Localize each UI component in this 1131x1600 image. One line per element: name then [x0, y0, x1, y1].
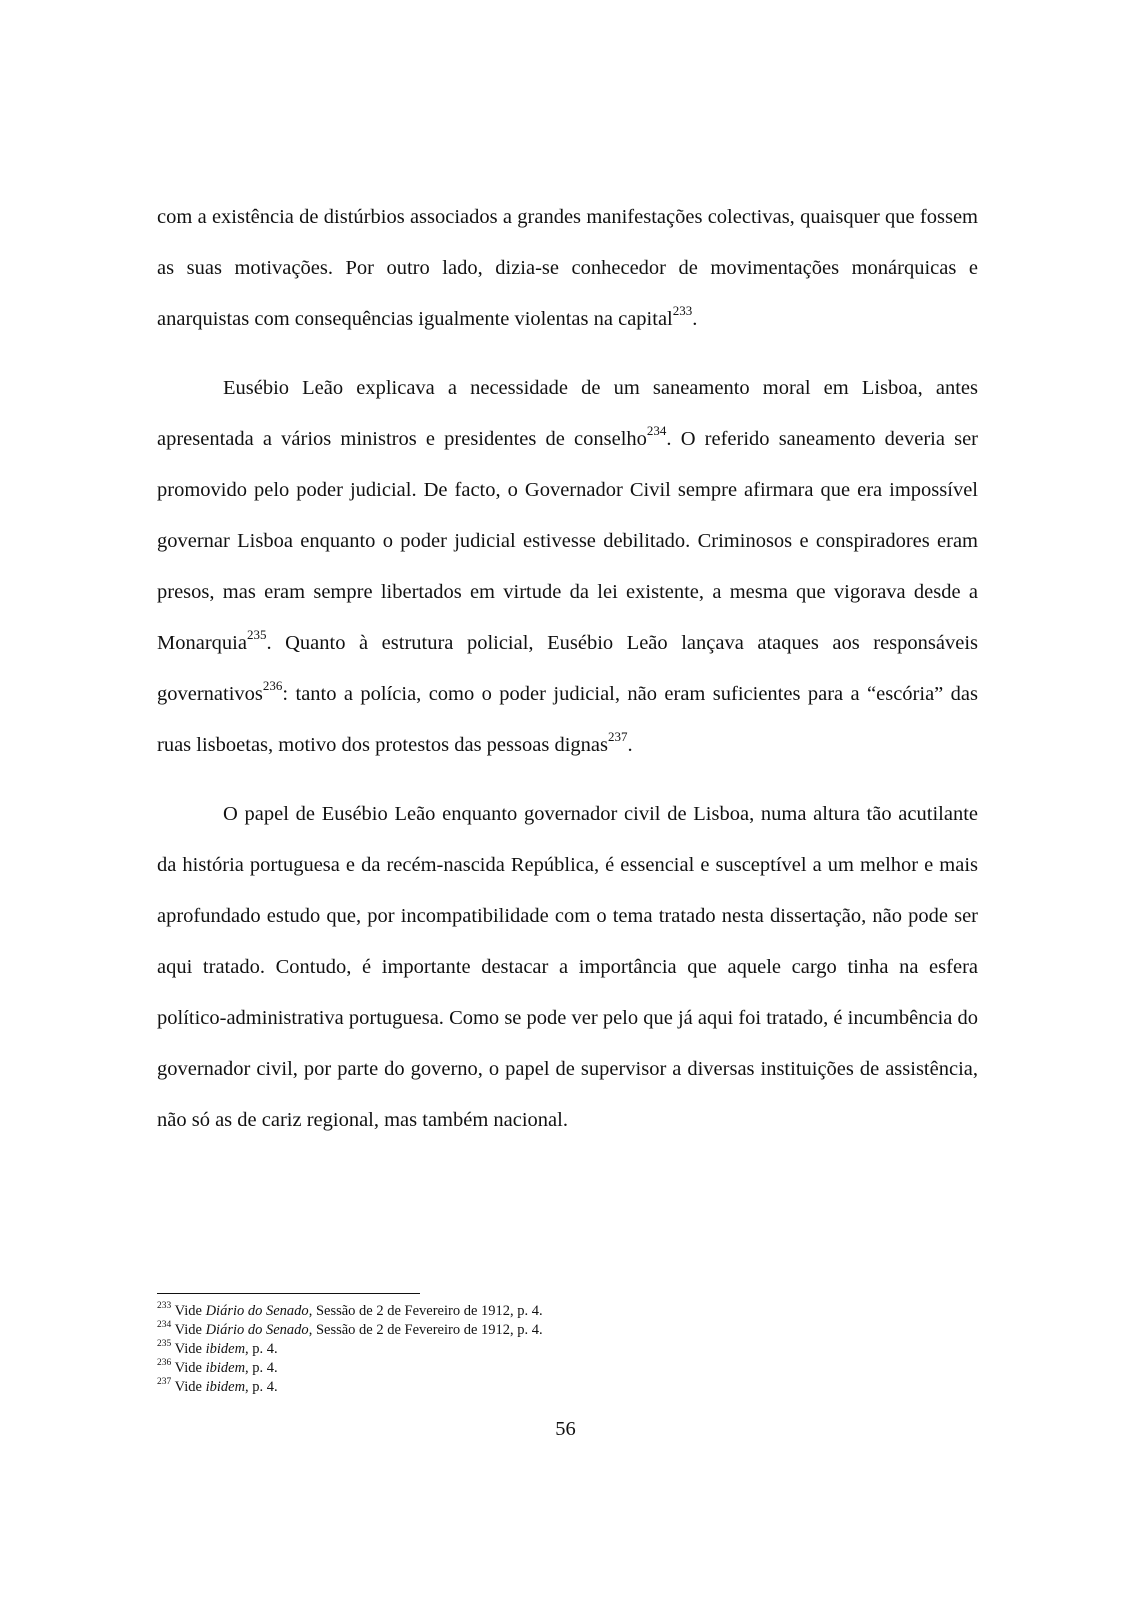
footnote-prefix: Vide [174, 1322, 206, 1338]
paragraph-text: Eusébio Leão explicava a necessidade de um saneamento moral em Lisboa, antes apresentada a vários ministros e presidentes de conselho [157, 377, 978, 450]
footnote-detail: , Sessão de 2 de Fevereiro de 1912, p. 4. [308, 1322, 543, 1338]
footnote [157, 1340, 978, 1359]
footnote-prefix: Vide [174, 1379, 206, 1395]
paragraph-text: . Quanto à estrutura policial, Eusébio Leão lançava ataques aos responsáveis governativos [157, 632, 978, 705]
footnote-reference[interactable]: 237 [607, 729, 628, 745]
footnote [157, 1302, 978, 1321]
paragraph [157, 789, 978, 1146]
footnote-number: 233 [157, 1301, 172, 1312]
paragraph-text: com a existência de distúrbios associados a grandes manifestações colectivas, quaisquer que fossem as suas motivações. Por outro lado, dizia-se conhecedor de movimentações monárquicas e anarquistas com consequências igualmente violentas na capital [157, 206, 978, 330]
footnotes [157, 1302, 978, 1397]
paragraph-text: . [692, 308, 698, 330]
footnote-detail: , Sessão de 2 de Fevereiro de 1912, p. 4. [308, 1303, 543, 1319]
footnote-reference[interactable]: 233 [672, 303, 693, 319]
footnote-detail: , p. 4. [245, 1379, 278, 1395]
paragraph-text: . O referido saneamento deveria ser promovido pelo poder judicial. De facto, o Governador Civil sempre afirmara que era impossível governar Lisboa enquanto o poder judicial estivesse debilitado. Criminosos e conspiradores eram presos, mas eram sempre libertados em virtude da lei existente, a mesma que vigorava desde a Monarquia [157, 428, 979, 654]
footnote-number: 234 [157, 1320, 172, 1331]
footnote [157, 1378, 978, 1397]
footnote-number: 236 [157, 1358, 172, 1369]
footnote-detail: , p. 4. [245, 1341, 278, 1357]
page-number: 56 [555, 1418, 576, 1440]
footnote-prefix: Vide [174, 1303, 206, 1319]
footnote-separator [157, 1293, 420, 1294]
footnote-source: ibidem [205, 1341, 246, 1357]
footnote-reference[interactable]: 234 [646, 423, 667, 439]
paragraph [157, 363, 978, 771]
footnote-number: 235 [157, 1339, 172, 1350]
paragraph-text: . [627, 734, 633, 756]
footnote-reference[interactable]: 235 [246, 627, 267, 643]
footnote-source: Diário do Senado [205, 1322, 309, 1338]
footnote-detail: , p. 4. [245, 1360, 278, 1376]
footnote [157, 1321, 978, 1340]
footnote-source: ibidem [205, 1379, 246, 1395]
footnote-prefix: Vide [174, 1341, 206, 1357]
footnote-prefix: Vide [174, 1360, 206, 1376]
paragraph-text: O papel de Eusébio Leão enquanto governador civil de Lisboa, numa altura tão acutilante da história portuguesa e da recém-nascida República, é essencial e susceptível a um melhor e mais aprofundado estudo que, por incompatibilidade com o tema tratado nesta dissertação, não pode ser aqui tratado. Contudo, é importante destacar a importância que aquele cargo tinha na esfera político-administrativa portuguesa. Como se pode ver pelo que já aqui foi tratado, é incumbência do governador civil, por parte do governo, o papel de supervisor a diversas instituições de assistência, não só as de cariz regional, mas também nacional. [157, 803, 978, 1131]
footnote [157, 1359, 978, 1378]
body-text [157, 192, 978, 1164]
footnote-source: ibidem [205, 1360, 246, 1376]
footnote-source: Diário do Senado [205, 1303, 309, 1319]
paragraph [157, 192, 978, 345]
paragraph-text: : tanto a polícia, como o poder judicial, não eram suficientes para a “escória” das ruas lisboetas, motivo dos protestos das pessoas dignas [157, 683, 978, 756]
footnote-reference[interactable]: 236 [262, 678, 283, 694]
footnote-number: 237 [157, 1377, 172, 1388]
